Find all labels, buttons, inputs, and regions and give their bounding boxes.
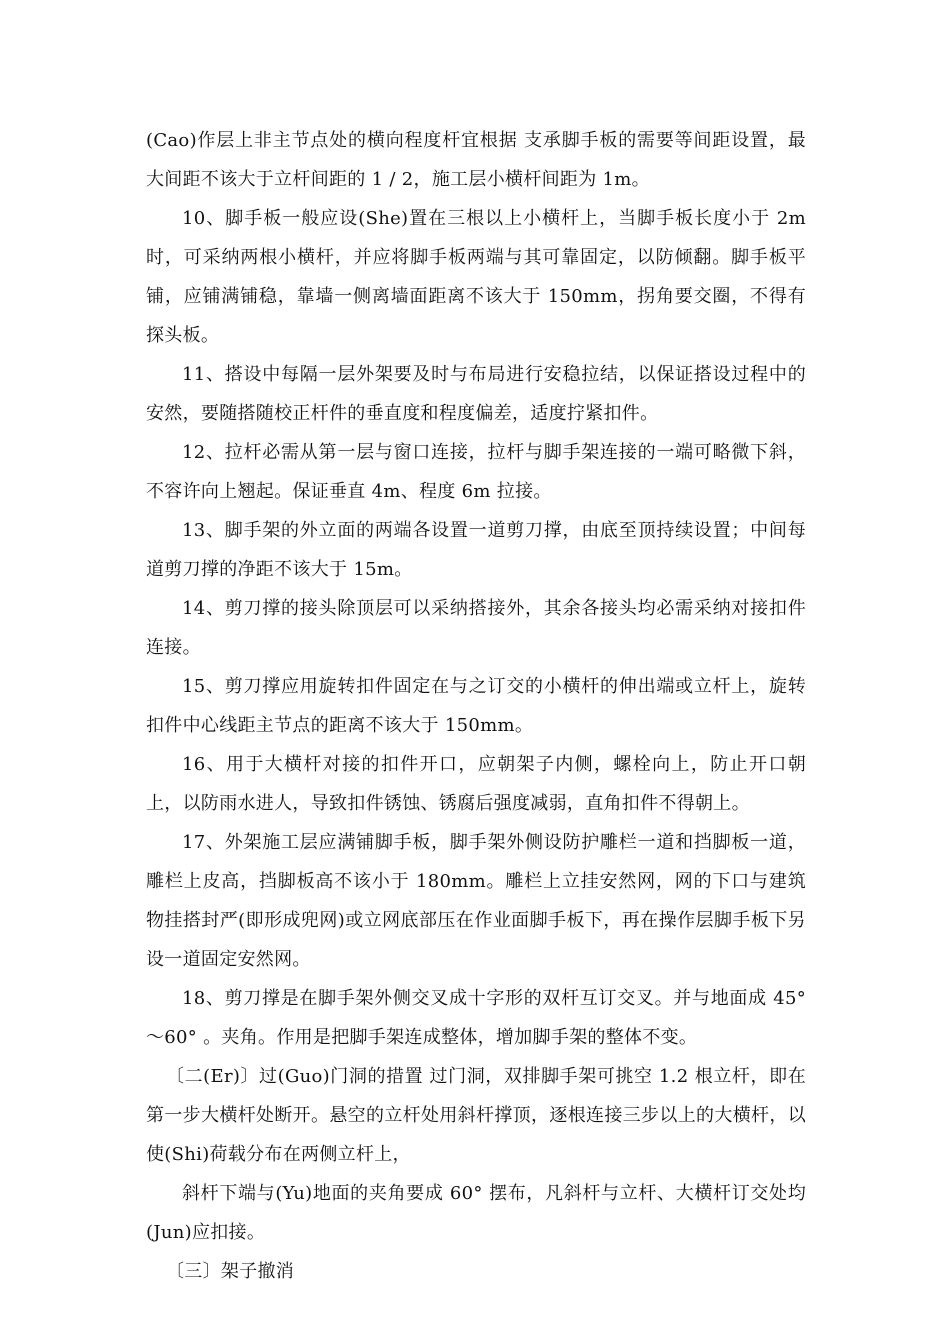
paragraph-item-12: 12、拉杆必需从第一层与窗口连接，拉杆与脚手架连接的一端可略微下斜，不容许向上翘起。保证垂直 4m、程度 6m 拉接。	[146, 442, 806, 502]
paragraph-item-16: 16、用于大横杆对接的扣件开口，应朝架子内侧，螺栓向上，防止开口朝上，以防雨水进人，导致扣件锈蚀、锈腐后强度减弱，直角扣件不得朝上。	[146, 754, 806, 814]
paragraph-item-11: 11、搭设中每隔一层外架要及时与布局进行安稳拉结，以保证搭设过程中的安然，要随搭随校正杆件的垂直度和程度偏差，适度拧紧扣件。	[146, 364, 806, 424]
paragraph-item-13: 13、脚手架的外立面的两端各设置一道剪刀撑，由底至顶持续设置；中间每道剪刀撑的净距不该大于 15m。	[146, 520, 806, 580]
paragraph-continuation: (Cao)作层上非主节点处的横向程度杆宜根据 支承脚手板的需要等间距设置，最大间距不该大于立杆间距的 1 / 2，施工层小横杆间距为 1m。	[146, 130, 806, 190]
paragraph-item-15: 15、剪刀撑应用旋转扣件固定在与之订交的小横杆的伸出端或立杆上，旋转扣件中心线距主节点的距离不该大于 150mm。	[146, 676, 806, 736]
section-doorway-measures: 〔二(Er)〕过(Guo)门洞的措置 过门洞，双排脚手架可挑空 1.2 根立杆，即在第一步大横杆处断开。悬空的立杆处用斜杆撑顶，逐根连接三步以上的大横杆，以使(Shi)荷载分布在两侧立杆上，	[146, 1066, 806, 1165]
paragraph-item-18: 18、剪刀撑是在脚手架外侧交叉成十字形的双杆互订交叉。并与地面成 45° ～60° 。夹角。作用是把脚手架连成整体，增加脚手架的整体不变。	[146, 988, 806, 1048]
section-heading-dismantling: 〔三〕架子撤消	[166, 1261, 295, 1282]
paragraph-item-10: 10、脚手板一般应设(She)置在三根以上小横杆上，当脚手板长度小于 2m 时，可采纳两根小横杆，并应将脚手板两端与其可靠固定，以防倾翻。脚手板平铺，应铺满铺稳，靠墙一侧离墙面距离不该大于 150mm，拐角要交圈，不得有探头板。	[146, 208, 806, 346]
paragraph-diagonal-bar: 斜杆下端与(Yu)地面的夹角要成 60° 摆布，凡斜杆与立杆、大横杆订交处均(Jun)应扣接。	[146, 1183, 806, 1243]
document-body	[146, 121, 806, 1291]
paragraph-item-14: 14、剪刀撑的接头除顶层可以采纳搭接外，其余各接头均必需采纳对接扣件连接。	[146, 598, 806, 658]
paragraph-item-17: 17、外架施工层应满铺脚手板，脚手架外侧设防护雕栏一道和挡脚板一道，雕栏上皮高，挡脚板高不该小于 180mm。雕栏上立挂安然网，网的下口与建筑物挂搭封严(即形成兜网)或立网底部压在作业面脚手板下，再在操作层脚手板下另设一道固定安然网。	[146, 832, 806, 970]
